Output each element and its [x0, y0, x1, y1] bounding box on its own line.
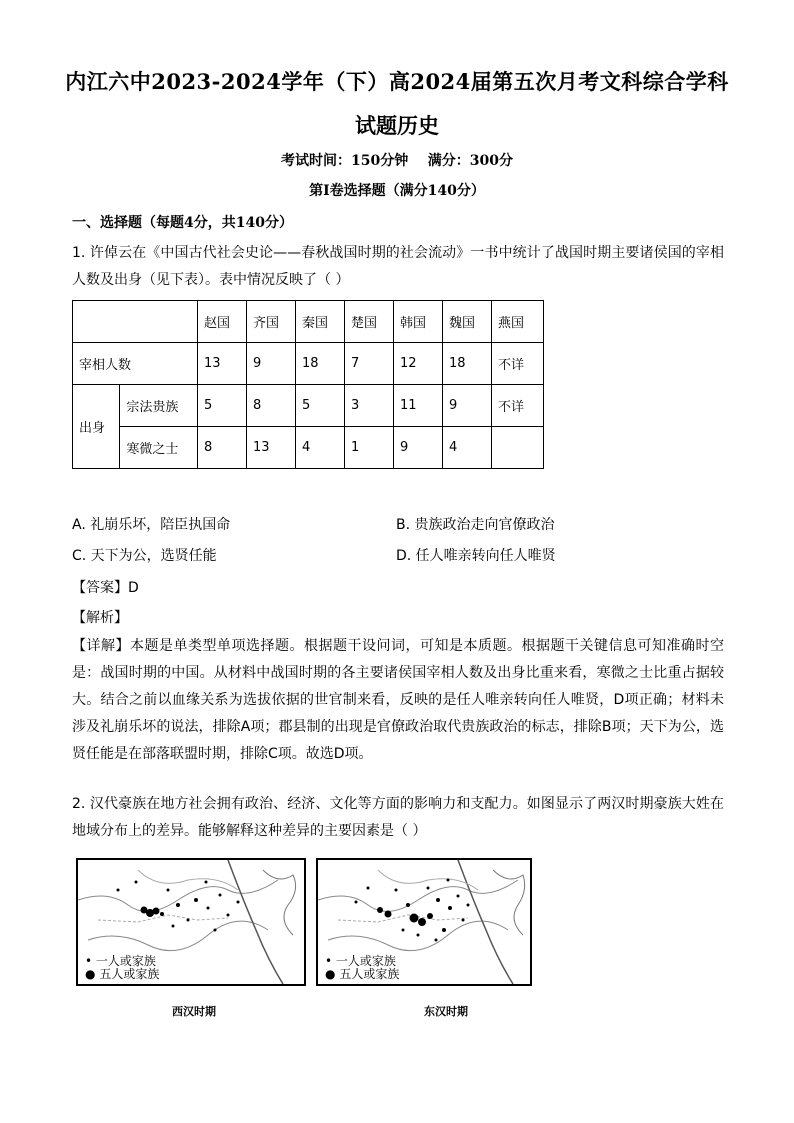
table-cell: 18	[296, 343, 345, 385]
table-cell: 8	[247, 385, 296, 427]
state-header: 赵国	[198, 301, 247, 343]
map-legend	[322, 954, 402, 982]
table-cell: 9	[247, 343, 296, 385]
table-header-row	[73, 301, 544, 343]
table-cell: 7	[345, 343, 394, 385]
table-cell: 4	[443, 427, 492, 469]
table-row	[73, 343, 544, 385]
legend-large-label: 五人或家族	[339, 967, 400, 981]
detail-paragraph: 【详解】本题是单类型单项选择题。根据题干设问词，可知是本质题。根据题干关键信息可知准确时空是：战国时期的中国。从材料中战国时期的各主要诸侯国宰相人数及出身比重来看，寒微之士比重占据较大。结合之前以血缘关系为选拔依据的世官制来看，反映的是任人唯亲转向任人唯贤，D项正确；材料未涉及礼崩乐坏的说法，排除A项；郡县制的出现是官僚政治取代贵族政治的标志，排除B项；天下为公，选贤任能是在部落联盟时期，排除C项。故选D项。	[72, 638, 724, 762]
map-eastern-han	[316, 858, 532, 986]
row-label: 寒微之士	[120, 427, 198, 469]
state-header: 韩国	[394, 301, 443, 343]
exam-title-line2: 试题历史	[355, 113, 439, 138]
row-label: 宰相人数	[73, 343, 198, 385]
table-cell: 5	[296, 385, 345, 427]
legend-small-label: 一人或家族	[335, 954, 396, 968]
question-1-stem: 1. 许倬云在《中国古代社会史论——春秋战国时期的社会流动》一书中统计了战国时期主要诸侯国的宰相人数及出身（见下表）。表中情况反映了（ ）	[72, 245, 724, 288]
table-cell: 13	[247, 427, 296, 469]
legend-small-label: 一人或家族	[95, 954, 156, 968]
large-dot-icon: ●	[85, 967, 96, 981]
exam-title-line1: 内江六中2023-2024学年（下）高2024届第五次月考文科综合学科	[65, 69, 729, 94]
table-cell: 8	[198, 427, 247, 469]
question-2-stem: 2. 汉代豪族在地方社会拥有政治、经济、文化等方面的影响力和支配力。如图显示了两汉时期豪族大姓在地域分布上的差异。能够解释这种差异的主要因素是（ ）	[72, 796, 724, 839]
option-d: D. 任人唯亲转向任人唯贤	[396, 548, 556, 564]
table-cell	[492, 427, 544, 469]
table-cell: 4	[296, 427, 345, 469]
table-cell: 9	[394, 427, 443, 469]
part-title: 第Ⅰ卷选择题（满分140分）	[309, 183, 485, 199]
table-cell: 12	[394, 343, 443, 385]
state-header: 秦国	[296, 301, 345, 343]
option-a: A. 礼崩乐坏，陪臣执国命	[72, 517, 231, 533]
table-cell: 3	[345, 385, 394, 427]
map-legend	[82, 954, 162, 982]
analysis-tag: 【解析】	[72, 610, 128, 626]
legend-large-label: 五人或家族	[99, 967, 160, 981]
table-cell: 18	[443, 343, 492, 385]
state-header: 魏国	[443, 301, 492, 343]
exam-info: 考试时间：150分钟 满分：300分	[281, 153, 513, 169]
table-cell: 11	[394, 385, 443, 427]
table-cell: 13	[198, 343, 247, 385]
map-western-han	[76, 858, 306, 986]
state-header: 燕国	[492, 301, 544, 343]
state-header: 齐国	[247, 301, 296, 343]
table-corner-cell	[73, 301, 198, 343]
state-header: 楚国	[345, 301, 394, 343]
table-cell: 1	[345, 427, 394, 469]
row-group-label: 出身	[73, 385, 120, 469]
table-row	[73, 385, 544, 427]
table-cell: 不详	[492, 343, 544, 385]
table-cell: 9	[443, 385, 492, 427]
option-b: B. 贵族政治走向官僚政治	[396, 517, 555, 533]
section-title: 一、选择题（每题4分，共140分）	[72, 215, 293, 231]
row-label: 宗法贵族	[120, 385, 198, 427]
chancellor-table	[72, 300, 544, 469]
map-left-caption: 西汉时期	[172, 1005, 216, 1018]
large-dot-icon: ●	[325, 967, 336, 981]
map-right-caption: 东汉时期	[424, 1005, 468, 1018]
table-cell: 不详	[492, 385, 544, 427]
table-row	[73, 427, 544, 469]
table-cell: 5	[198, 385, 247, 427]
answer-tag: 【答案】D	[72, 580, 139, 596]
small-dot-icon: •	[325, 954, 333, 968]
small-dot-icon: •	[85, 954, 93, 968]
option-c: C. 天下为公，选贤任能	[72, 548, 217, 564]
